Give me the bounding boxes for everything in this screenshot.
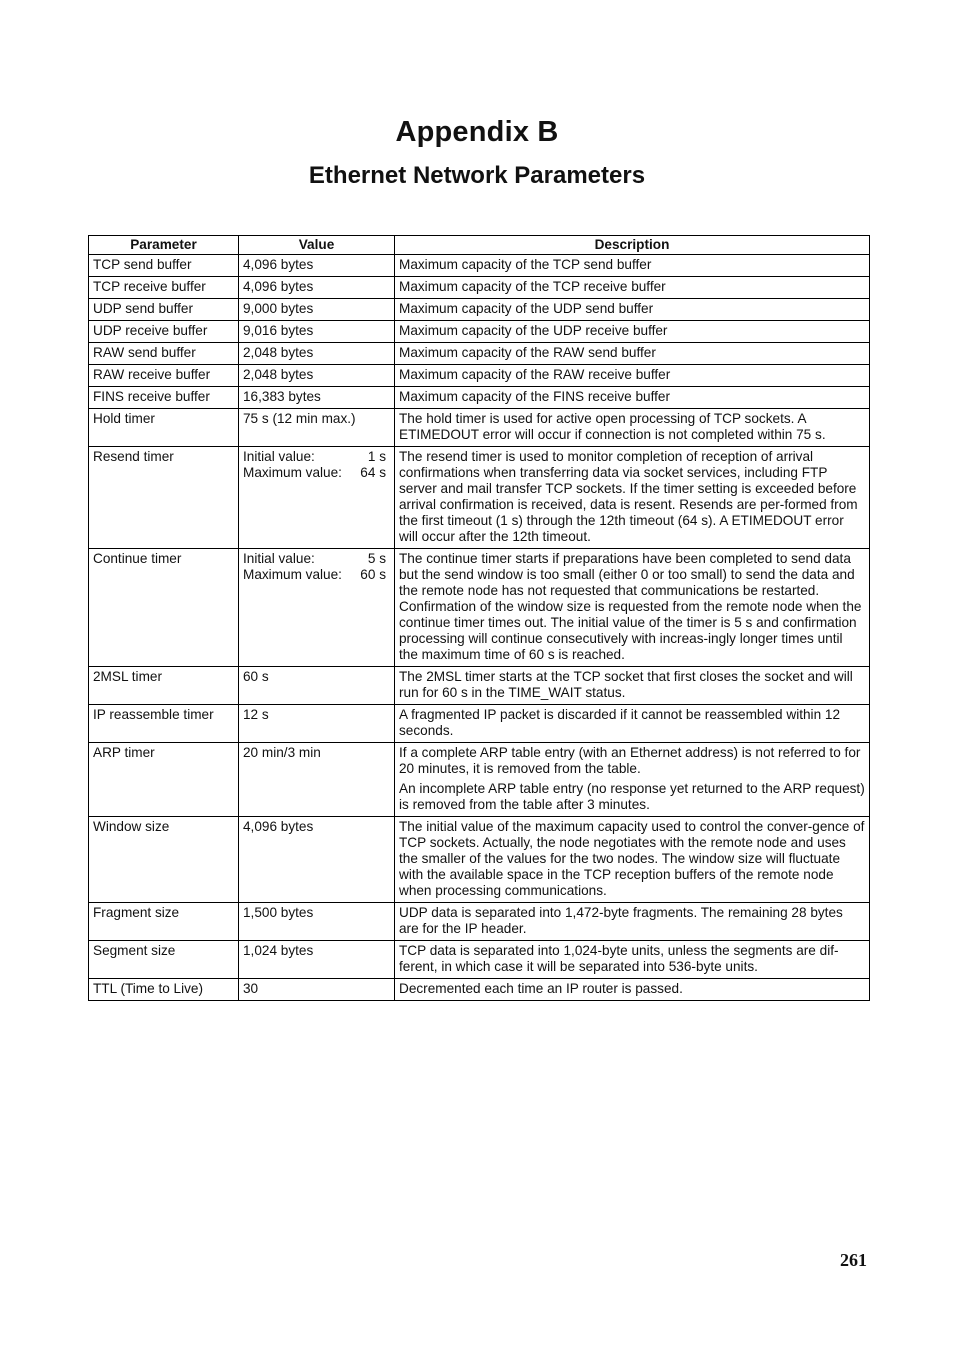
value-line [243,567,386,583]
table-row [89,549,870,667]
value-amount: 64 s [360,465,386,480]
description-paragraph: UDP data is separated into 1,472-byte fragments. The remaining 28 bytes are for the IP header. [399,905,843,936]
table-row [89,255,870,277]
value-label: Maximum value: [243,465,342,480]
description-paragraph: Decremented each time an IP router is passed. [399,981,683,996]
description-cell [395,667,870,705]
parameter-cell: Window size [89,817,239,903]
value-cell: 9,000 bytes [239,299,395,321]
value-cell: 9,016 bytes [239,321,395,343]
description-cell [395,941,870,979]
description-cell [395,903,870,941]
table-row [89,365,870,387]
description-cell [395,817,870,903]
value-cell: 4,096 bytes [239,255,395,277]
value-cell: 75 s (12 min max.) [239,409,395,447]
value-cell [239,549,395,667]
table-row [89,667,870,705]
parameter-cell: TCP send buffer [89,255,239,277]
table-row [89,743,870,817]
value-line [243,551,386,567]
description-paragraph: If a complete ARP table entry (with an Ethernet address) is not referred to for 20 minutes, it is removed from the table. [399,745,861,776]
parameter-cell: Resend timer [89,447,239,549]
parameter-cell: Fragment size [89,903,239,941]
value-label: Initial value: [243,449,315,464]
table-row [89,387,870,409]
value-cell [239,447,395,549]
description-paragraph: Maximum capacity of the RAW receive buffer [399,367,671,382]
table-row [89,299,870,321]
description-paragraph: The resend timer is used to monitor completion of reception of arrival confirmations when transferring data via socket services, including FTP server and mail transfer TCP sockets. If the timer setting is exceeded before arrival confirmation is received, data is resent. Resends are per-formed from the first timeout (1 s) through the 12th timeout (64 s). A ETIMEDOUT error will occur after the 12th timeout. [399,449,858,544]
parameter-cell: ARP timer [89,743,239,817]
description-paragraph: A fragmented IP packet is discarded if it cannot be reassembled within 12 seconds. [399,707,841,738]
parameter-cell: Continue timer [89,549,239,667]
description-paragraph: Maximum capacity of the TCP receive buffer [399,279,666,294]
parameter-cell: FINS receive buffer [89,387,239,409]
description-paragraph: Maximum capacity of the FINS receive buffer [399,389,670,404]
table-header-row [89,236,870,255]
value-cell: 16,383 bytes [239,387,395,409]
table-row [89,321,870,343]
table-row [89,941,870,979]
parameter-cell: 2MSL timer [89,667,239,705]
parameter-cell: UDP send buffer [89,299,239,321]
description-cell [395,255,870,277]
value-cell: 1,500 bytes [239,903,395,941]
table-row [89,343,870,365]
value-cell: 1,024 bytes [239,941,395,979]
parameter-cell: Hold timer [89,409,239,447]
description-cell [395,387,870,409]
column-header-parameter: Parameter [89,236,239,255]
description-cell [395,447,870,549]
value-cell: 2,048 bytes [239,365,395,387]
value-amount: 5 s [367,551,386,566]
table-row [89,705,870,743]
parameter-cell: TCP receive buffer [89,277,239,299]
description-cell [395,277,870,299]
description-paragraph: The continue timer starts if preparations have been completed to send data but the send window is too small (either 0 or too small) to send the data and the remote node has not requested that communications be restarted. Confirmation of the window size is requested from the remote node when the continue timer times out. The initial value of the timer is 5 s and confirmation processing will continue consecutively with increas-ingly longer times until the maximum time of 60 s is reached. [399,551,862,662]
value-label: Initial value: [243,551,315,566]
value-label: Maximum value: [243,567,342,582]
description-cell [395,549,870,667]
column-header-description: Description [395,236,870,255]
description-cell [395,743,870,817]
description-cell [395,343,870,365]
parameters-table [88,235,870,1001]
value-cell: 4,096 bytes [239,277,395,299]
column-header-value: Value [239,236,395,255]
parameter-cell: UDP receive buffer [89,321,239,343]
page-title: Ethernet Network Parameters [308,162,646,189]
description-cell [395,979,870,1001]
table-row [89,447,870,549]
table-row [89,277,870,299]
description-cell [395,705,870,743]
description-cell [395,409,870,447]
table-row [89,817,870,903]
description-paragraph: Maximum capacity of the TCP send buffer [399,257,652,272]
value-line [243,449,386,465]
table-body [89,255,870,1001]
value-cell: 4,096 bytes [239,817,395,903]
description-paragraph: The hold timer is used for active open processing of TCP sockets. A ETIMEDOUT error will occur if connection is not completed within 75 s. [399,411,826,442]
description-paragraph: Maximum capacity of the UDP send buffer [399,301,654,316]
page-number: 261 [840,1250,867,1270]
description-cell [395,365,870,387]
value-cell: 20 min/3 min [239,743,395,817]
description-paragraph: The initial value of the maximum capacity used to control the conver-gence of TCP sockets. Actually, the node negotiates with the remote node and uses the smaller of the values for the two nodes. The window size will fluctuate with the available space in the TCP reception buffers of the remote node when processing communications. [399,819,865,898]
value-cell: 60 s [239,667,395,705]
parameter-cell: Segment size [89,941,239,979]
parameter-cell: RAW send buffer [89,343,239,365]
description-paragraph: Maximum capacity of the UDP receive buffer [399,323,668,338]
description-cell [395,321,870,343]
value-amount: 60 s [360,567,386,582]
description-paragraph: Maximum capacity of the RAW send buffer [399,345,656,360]
parameter-cell: RAW receive buffer [89,365,239,387]
description-paragraph: TCP data is separated into 1,024-byte units, unless the segments are dif-ferent, in which case it will be separated into 536-byte units. [399,943,839,974]
table-row [89,409,870,447]
description-paragraph: An incomplete ARP table entry (no response yet returned to the ARP request) is removed from the table after 3 minutes. [399,781,865,812]
description-paragraph: The 2MSL timer starts at the TCP socket that first closes the socket and will run for 60 s in the TIME_WAIT status. [399,669,853,700]
value-cell: 2,048 bytes [239,343,395,365]
table-row [89,979,870,1001]
parameter-cell: IP reassemble timer [89,705,239,743]
value-cell: 30 [239,979,395,1001]
table-row [89,903,870,941]
description-cell [395,299,870,321]
value-amount: 1 s [367,449,386,464]
value-cell: 12 s [239,705,395,743]
parameter-cell: TTL (Time to Live) [89,979,239,1001]
value-line [243,465,386,481]
appendix-title: Appendix B [395,116,559,148]
